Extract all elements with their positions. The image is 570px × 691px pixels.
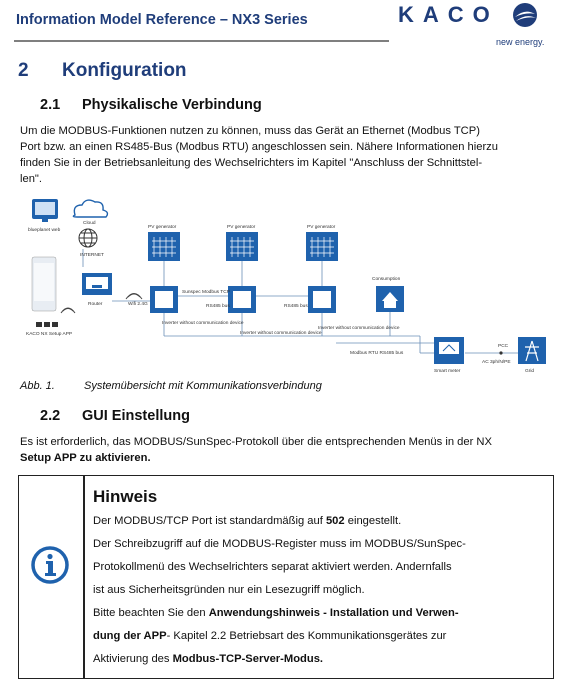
house-icon — [376, 286, 404, 312]
diagram-label: Wifi 2.4G — [128, 302, 148, 307]
system-overview-diagram — [20, 193, 550, 376]
figure-caption-label: Abb. 1. — [20, 380, 55, 392]
kaco-logo-icon — [512, 2, 538, 28]
section-number: 2 — [18, 60, 29, 81]
router-icon — [82, 273, 112, 295]
paragraph-line: Um die MODBUS-Funktionen nutzen zu können, muss das Gerät an Ethernet (Modbus TCP) — [20, 125, 480, 137]
diagram-label: RS485 bus — [206, 304, 230, 309]
diagram-label: blueplanet web — [28, 228, 61, 233]
kaco-logo-tagline: new energy. — [496, 37, 545, 47]
paragraph-line: Setup APP zu aktivieren. — [20, 452, 151, 464]
kaco-logo-text: KACO — [398, 2, 499, 27]
diagram-label: Inverter without communication device — [318, 326, 400, 331]
svg-text:PV generator: PV generator — [148, 225, 177, 230]
diagram-label: Inverter without communication device — [240, 331, 322, 336]
diagram-label: AC 3ph/N/PE — [482, 360, 511, 365]
diagram-label: Sunspec Modbus TCP — [182, 290, 230, 295]
diagram-label: Modbus RTU RS485 bus — [350, 351, 404, 356]
note-line: Protokollmenü des Wechselrichters separat aktiviert werden. Andernfalls — [93, 561, 452, 573]
pcc-point-icon — [499, 351, 502, 354]
cloud-icon — [73, 200, 107, 217]
blueplanet-web-icon — [32, 199, 58, 222]
subsection-number: 2.2 — [40, 408, 61, 424]
diagram-label: INTERNET — [80, 253, 104, 258]
diagram-label: Cloud — [83, 221, 96, 226]
diagram-label: RS485 bus — [284, 304, 308, 309]
note-line: dung der APP- Kapitel 2.2 Betriebsart des Kommunikationsgerätes zur — [93, 630, 447, 642]
info-icon — [30, 545, 70, 585]
inverter-icon — [228, 286, 256, 313]
diagram-label: Smart meter — [434, 369, 461, 374]
pv-generator-icon — [306, 224, 338, 261]
figure-caption-text: Systemübersicht mit Kommunikationsverbindung — [84, 380, 322, 392]
diagram-label: Consumption — [372, 277, 401, 282]
pv-generator-icon — [226, 224, 258, 261]
subsection-title: Physikalische Verbindung — [82, 97, 262, 113]
section-title: Konfiguration — [62, 60, 187, 81]
paragraph-line: Es ist erforderlich, das MODBUS/SunSpec-Protokoll über die entsprechenden Menüs in der NX — [20, 436, 492, 448]
note-line: Der MODBUS/TCP Port ist standardmäßig auf 502 eingestellt. — [93, 515, 402, 527]
diagram-label: KACO NX Setup APP — [26, 332, 73, 337]
inverter-icon — [308, 286, 336, 313]
svg-text:PV generator: PV generator — [227, 225, 256, 230]
pv-generator-icon — [148, 224, 180, 261]
diagram-label: Router — [88, 302, 103, 307]
note-line: Aktivierung des Modbus-TCP-Server-Modus. — [93, 653, 324, 665]
phone-app-icon — [32, 257, 58, 327]
header-rule — [14, 40, 389, 42]
inverter-icon — [150, 286, 178, 313]
document-header-title: Information Model Reference – NX3 Series — [16, 12, 308, 28]
subsection-number: 2.1 — [40, 97, 61, 113]
note-divider — [83, 475, 85, 679]
note-line: ist aus Sicherheitsgründen nur ein Lesezugriff möglich. — [93, 584, 365, 596]
internet-globe-icon — [79, 229, 97, 247]
note-line: Der Schreibzugriff auf die MODBUS-Register muss im MODBUS/SunSpec- — [93, 538, 466, 550]
paragraph-line: len". — [20, 173, 43, 185]
diagram-label: Inverter without communication device — [162, 321, 244, 326]
paragraph-line: Port bzw. an einen RS485-Bus (Modbus RTU) angeschlossen sein. Nähere Informationen hierzu — [20, 141, 499, 153]
smart-meter-icon — [434, 337, 464, 364]
paragraph-line: finden Sie in der Betriebsanleitung des Wechselrichters im Kapitel "Anschluss der Schnittstel- — [20, 157, 483, 169]
grid-tower-icon — [518, 337, 546, 364]
note-title: Hinweis — [93, 487, 158, 506]
figure-caption — [20, 380, 322, 392]
note-line: Bitte beachten Sie den Anwendungshinweis - Installation und Verwen- — [93, 607, 459, 619]
diagram-label: Grid — [525, 369, 535, 374]
svg-text:PV generator: PV generator — [307, 225, 336, 230]
subsection-title: GUI Einstellung — [82, 408, 190, 424]
diagram-label: PCC — [498, 344, 509, 349]
